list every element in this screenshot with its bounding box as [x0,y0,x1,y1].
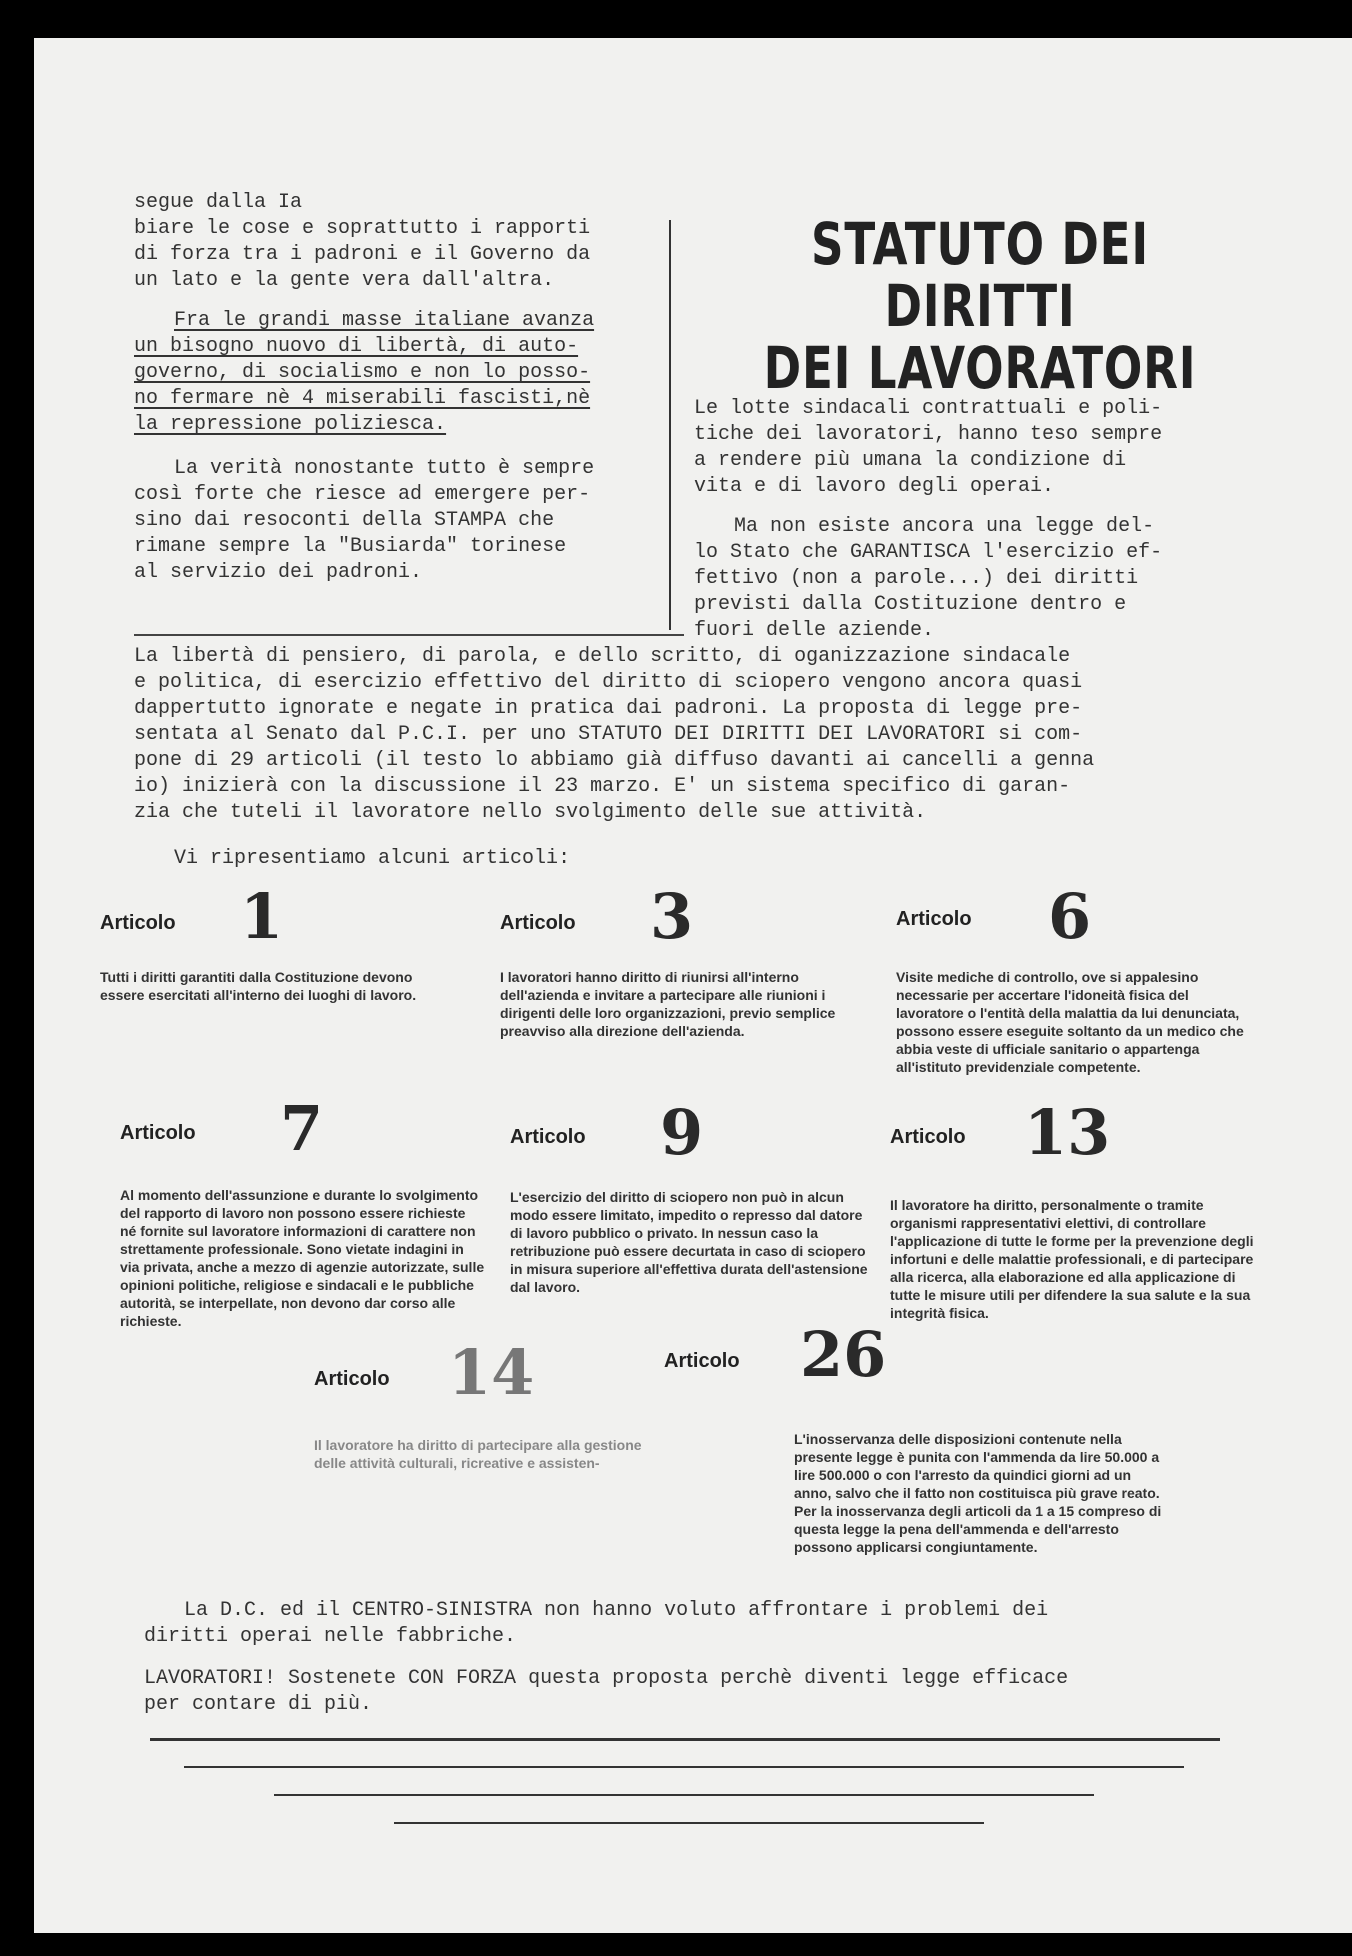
article-14 [314,1336,714,1536]
headline [700,210,1260,402]
text-line: un bisogno nuovo di libertà, di auto- [134,335,579,358]
article-number: 14 [448,1336,535,1409]
text-line: La verità nonostante tutto è sempre [174,457,595,480]
headline-line-1: STATUTO DEI DIRITTI [811,210,1149,340]
text-line: fettivo (non a parole...) dei diritti [694,567,1139,590]
text-line: Le lotte sindacali contrattuali e poli- [694,397,1163,420]
article-6 [896,880,1276,1075]
text-line: pone di 29 articoli (il testo lo abbiamo già diffuso davanti ai cancelli a genna [134,749,1095,772]
text-line: LAVORATORI! Sostenete CON FORZA questa proposta perchè diventi legge efficace [144,1667,1069,1690]
text-line: la repressione poliziesca. [134,413,447,436]
text-line: rimane sempre la "Busiarda" torinese [134,535,567,558]
headline-line-2: DEI LAVORATORI [763,334,1197,402]
text-line: dappertutto ignorate e negate in pratica dai padroni. La proposta di legge pre- [134,697,1083,720]
text-line: Fra le grandi masse italiane avanza [174,309,595,332]
text-line: governo, di socialismo e non lo posso- [134,361,591,384]
article-label: Articolo [120,1122,196,1144]
article-text: Visite mediche di controllo, ove si appalesino necessarie per accertare l'idoneità fisica del lavoratore o l'entità della malattia da lui denunciata, possono essere eseguite soltanto da un medico che abbia veste di ufficiale sanitario o appartenga all'istituto previdenziale competente. [896,969,1244,1075]
article-number: 6 [1048,880,1092,953]
bottom-rule-1 [150,1738,1220,1741]
left-column [134,190,674,598]
text-line: a rendere più umana la condizione di [694,449,1127,472]
left-paragraph-1 [134,190,674,294]
text-line: La libertà di pensiero, di parola, e dello scritto, di oganizzazione sindacale [134,645,1071,668]
text-line: io) inizierà con la discussione il 23 marzo. E' un sistema specifico di garan- [134,775,1071,798]
left-column-rule [134,634,684,636]
article-label: Articolo [500,912,576,934]
text-line: biare le cose e soprattutto i rapporti [134,217,591,240]
text-line: segue dalla Ia [134,191,303,214]
article-text: Tutti i diritti garantiti dalla Costituzione devono essere esercitati all'interno dei luoghi di lavoro. [100,969,417,1003]
article-text: I lavoratori hanno diritto di riunirsi all'interno dell'azienda e invitare a partecipare alle riunioni i dirigenti delle loro organizzazioni, previo semplice preavviso alla direzione dell'azienda. [500,969,836,1039]
right-column [694,396,1254,656]
article-text: Il lavoratore ha diritto di partecipare alla gestione delle attività culturali, ricreative e assisten- [314,1437,642,1471]
bottom-rule-2 [184,1766,1184,1768]
text-line: lo Stato che GARANTISCA l'esercizio ef- [694,541,1163,564]
article-label: Articolo [896,908,972,930]
main-paragraph [134,644,1264,826]
text-line: zia che tuteli il lavoratore nello svolgimento delle sue attività. [134,801,927,824]
text-line: fuori delle aziende. [694,619,935,642]
text-line: vita e di lavoro degli operai. [694,475,1055,498]
text-line: al servizio dei padroni. [134,561,423,584]
article-number: 3 [650,880,694,953]
text-line: Ma non esiste ancora una legge del- [734,515,1155,538]
text-line: no fermare nè 4 miserabili fascisti,nè [134,387,591,410]
article-label: Articolo [510,1126,586,1148]
closing [144,1598,1264,1730]
text-line: tiche dei lavoratori, hanno teso sempre [694,423,1163,446]
document-page [34,38,1352,1933]
intro-line: Vi ripresentiamo alcuni articoli: [174,847,571,870]
article-9 [510,1096,890,1296]
right-paragraph-1 [694,396,1254,500]
article-label: Articolo [314,1368,390,1390]
article-number: 9 [660,1096,704,1169]
article-1 [100,880,480,1020]
column-divider [669,220,671,630]
article-number: 13 [1024,1096,1111,1169]
article-label: Articolo [890,1126,966,1148]
article-label: Articolo [100,912,176,934]
text-line: diritti operai nelle fabbriche. [144,1625,517,1648]
text-line: sino dai resoconti della STAMPA che [134,509,555,532]
article-text: Il lavoratore ha diritto, personalmente o tramite organismi rappresentativi elettivi, di controllare l'applicazione di tutte le forme per la prevenzione degli infortuni e delle malattie professionali, e di partecipare alla ricerca, alla elaborazione ed alla applicazione di tutte le misure utili per difendere la sua salute e la sua integrità fisica. [890,1197,1254,1321]
article-26 [664,1318,1224,1578]
left-paragraph-3 [134,456,674,586]
text-line: La D.C. ed il CENTRO-SINISTRA non hanno voluto affrontare i problemi dei [184,1599,1049,1622]
left-paragraph-2 [134,308,674,438]
text-line: così forte che riesce ad emergere per- [134,483,591,506]
text-line: un lato e la gente vera dall'altra. [134,269,555,292]
text-line: sentata al Senato dal P.C.I. per uno STATUTO DEI DIRITTI DEI LAVORATORI si com- [134,723,1083,746]
text-line: e politica, di esercizio effettivo del diritto di sciopero vengono ancora quasi [134,671,1083,694]
article-text: L'esercizio del diritto di sciopero non può in alcun modo essere limitato, impedito o represso dal datore di lavoro pubblico o privato. In nessun caso la retribuzione può essere decurtata in caso di sciopero in misura superiore all'effettiva durata dell'astensione dal lavoro. [510,1189,868,1295]
article-text: Al momento dell'assunzione e durante lo svolgimento del rapporto di lavoro non possono essere richieste né fornite sul lavoratore informazioni di carattere non strettamente professionale. Sono vietate indagini in via privata, anche a mezzo di agenzie autorizzate, sulle opinioni politiche, religiose e sindacali e le pubbliche autorità, se interpellate, non devono dar corso alle richieste. [120,1187,485,1329]
bottom-rule-3 [274,1794,1094,1796]
closing-paragraph-1 [144,1598,1264,1650]
article-number: 1 [240,880,284,953]
article-13 [890,1096,1280,1346]
article-label: Articolo [664,1350,740,1372]
article-3 [500,880,880,1040]
article-text: L'inosservanza delle disposizioni contenute nella presente legge è punita con l'ammenda da lire 50.000 a lire 500.000 o con l'arresto da quindici giorni ad un anno, salvo che il fatto non costituisca più grave reato. Per la inosservanza degli articoli da 1 a 15 compreso di questa legge la pena dell'ammenda e dell'arresto possono applicarsi congiuntamente. [794,1431,1162,1555]
article-number: 7 [280,1092,324,1165]
bottom-rule-4 [394,1822,984,1824]
article-number: 26 [800,1318,887,1391]
text-line: previsti dalla Costituzione dentro e [694,593,1127,616]
right-paragraph-2 [694,514,1254,644]
text-line: per contare di più. [144,1693,373,1716]
text-line: di forza tra i padroni e il Governo da [134,243,591,266]
article-7 [120,1092,500,1352]
closing-paragraph-2 [144,1666,1264,1718]
